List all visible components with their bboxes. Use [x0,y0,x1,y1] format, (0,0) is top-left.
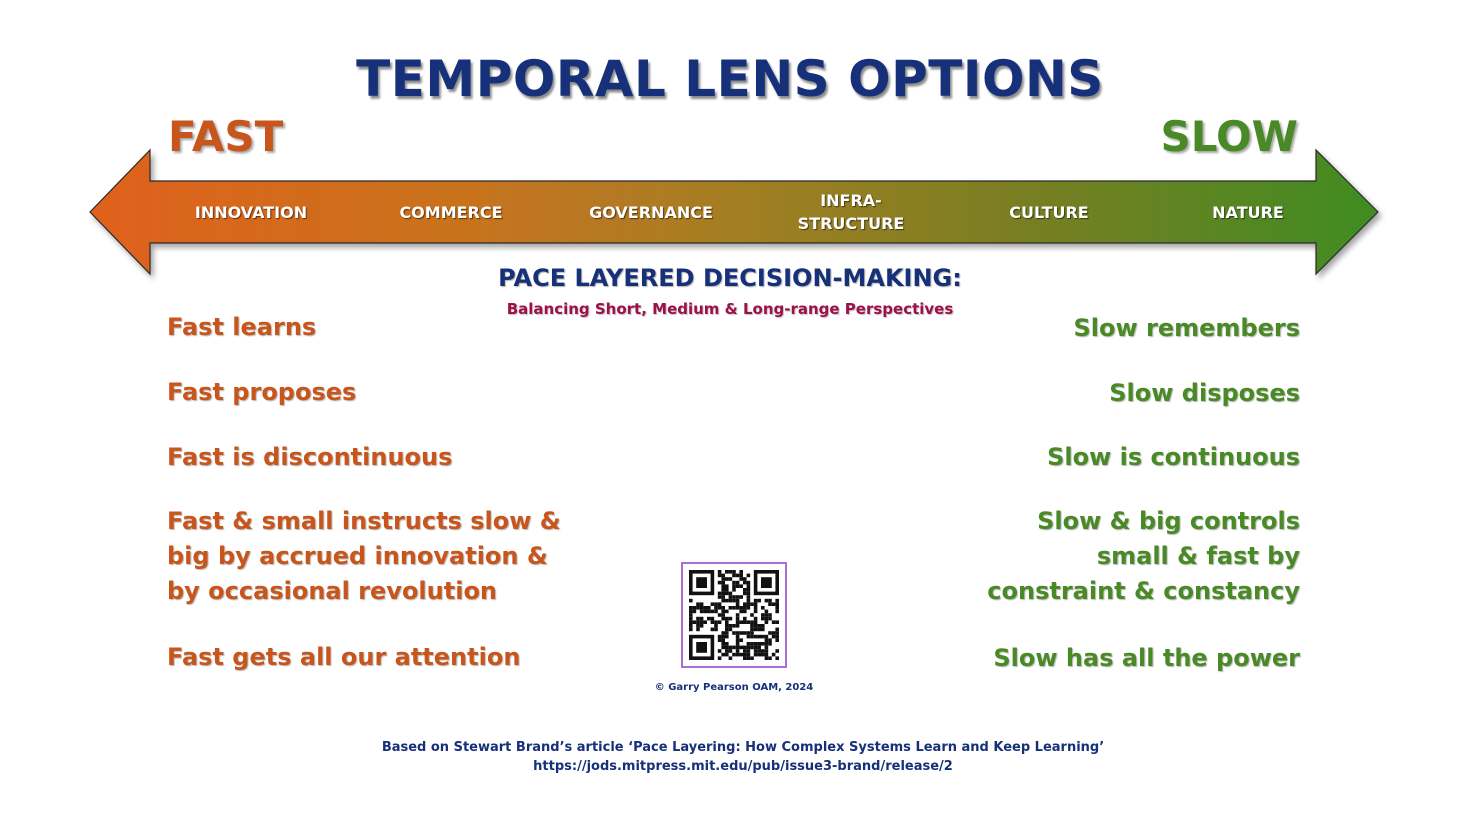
fast-statement: Fast proposes [167,378,357,406]
fast-statement: Fast learns [167,313,317,341]
slow-statement: Slow has all the power [993,644,1300,672]
layer-infrastructure: INFRA- STRUCTURE [797,191,905,233]
pace-title: PACE LAYERED DECISION-MAKING: [498,264,962,292]
slow-statement: Slow & big controls small & fast by constraint & constancy [987,507,1300,605]
pace-subtitle: Balancing Short, Medium & Long-range Perspectives [506,300,954,318]
qr-code[interactable] [681,562,787,668]
fast-statement: Fast & small instructs slow & big by accrued innovation & by occasional revolution [167,507,561,605]
fast-statement: Fast gets all our attention [167,643,521,671]
fast-label: FAST [168,112,284,161]
slow-statement: Slow disposes [1109,379,1300,407]
layer-nature: NATURE [1212,202,1284,222]
qr-code-image [683,564,785,666]
slow-label: SLOW [1160,112,1298,161]
layer-commerce: COMMERCE [399,202,503,222]
fast-statement: Fast is discontinuous [167,443,453,471]
source-url[interactable]: https://jods.mitpress.mit.edu/pub/issue3-brand/release/2 [533,759,953,774]
copyright: © Garry Pearson OAM, 2024 [654,682,814,693]
source-citation: Based on Stewart Brand’s article ‘Pace Layering: How Complex Systems Learn and Keep Learning’ [381,740,1105,755]
layer-innovation: INNOVATION [194,202,308,222]
double-arrow [0,0,1460,300]
slow-statement: Slow remembers [1073,314,1300,342]
layer-culture: CULTURE [1009,202,1089,222]
page-title: TEMPORAL LENS OPTIONS [356,50,1104,108]
layer-governance: GOVERNANCE [589,202,713,222]
slow-statement: Slow is continuous [1047,443,1300,471]
